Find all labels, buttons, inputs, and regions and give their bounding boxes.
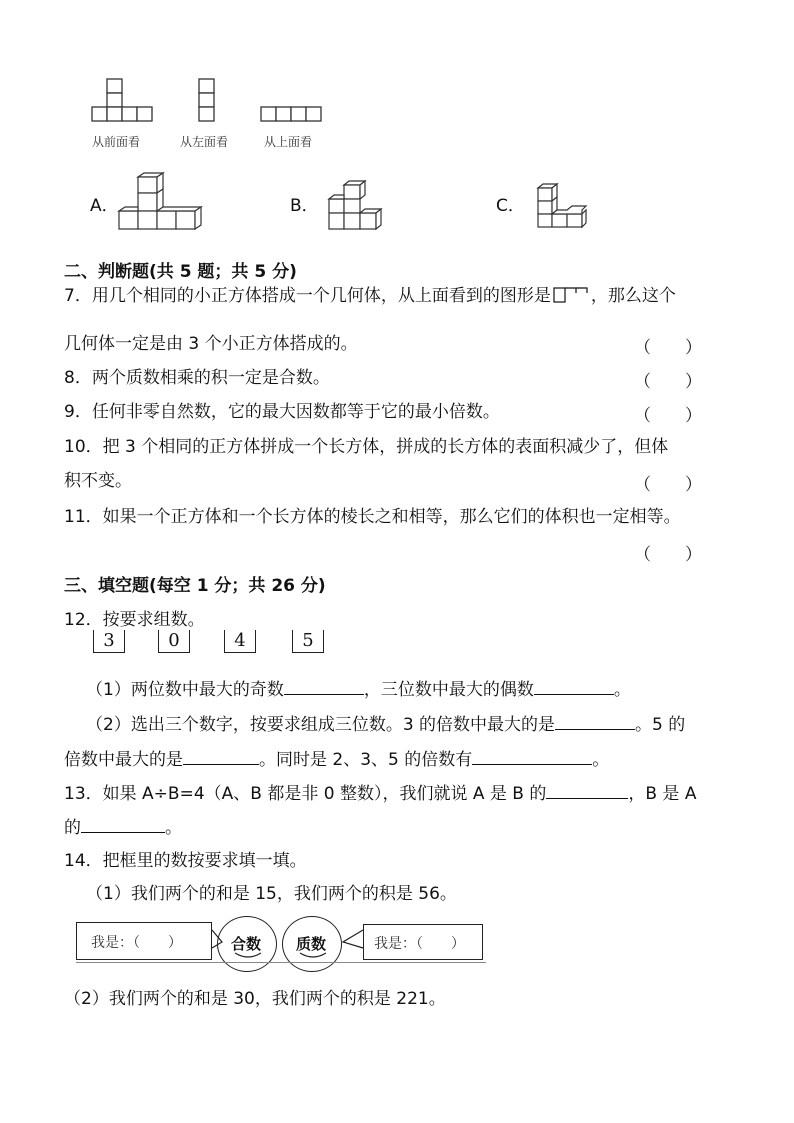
blank-b-of-a[interactable] [81, 816, 165, 833]
q13-text-b: ，B 是 A [628, 784, 697, 804]
question-7-line1 [64, 285, 676, 307]
question-14-1: （1）我们两个的和是 15，我们两个的积是 56。 [86, 884, 457, 904]
digit-card-5 [292, 630, 324, 653]
q12-2-text-d: 。同时是 2、3、5 的倍数有 [259, 750, 473, 770]
left-view-label: 从左面看 [180, 135, 229, 149]
question-14-2: （2）我们两个的和是 30，我们两个的积是 221。 [64, 989, 446, 1009]
question-12-1 [86, 678, 631, 701]
section3-heading: 三、填空题(每空 1 分；共 26 分) [64, 576, 326, 596]
section2-heading: 二、判断题(共 5 题；共 5 分) [64, 262, 297, 282]
top-view-inline-figure [553, 285, 589, 305]
front-view-label: 从前面看 [92, 135, 141, 149]
option-b-figure [328, 181, 384, 233]
q13-text-a: 13．如果 A÷B=4（A、B 都是非 0 整数），我们就说 A 是 B 的 [64, 784, 547, 804]
blank-multiple-of-2-3-5[interactable] [472, 748, 592, 765]
blank-multiple-of-5[interactable] [183, 748, 259, 765]
q12-2-text-e: 。 [592, 750, 610, 770]
q12-2-text-b: 。5 的 [635, 715, 686, 735]
answer-paren-8[interactable]: （ ） [634, 372, 702, 392]
question-7-line2: 几何体一定是由 3 个小正方体搭成的。 [64, 334, 358, 354]
connector-right [341, 930, 365, 950]
option-b-label: B． [290, 196, 319, 216]
option-c-label: C． [496, 196, 525, 216]
q13-text-c: 的 [64, 818, 81, 838]
q7-text-a: 7．用几个相同的小正方体搭成一个几何体，从上面看到的图形是 [64, 286, 551, 306]
figure-baseline [76, 962, 486, 963]
prime-number-circle [282, 916, 342, 972]
option-a-figure [118, 173, 200, 233]
top-view-figure [260, 107, 324, 125]
question-13-line2 [64, 816, 182, 839]
top-view-label: 从上面看 [264, 135, 313, 149]
smile-mark [299, 952, 327, 960]
q12-1-text-b: ，三位数中最大的偶数 [363, 680, 534, 700]
blank-largest-odd[interactable] [284, 678, 364, 695]
question-8: 8．两个质数相乘的积一定是合数。 [64, 368, 330, 388]
question-12-2-line1 [86, 713, 685, 736]
blank-largest-even[interactable] [534, 678, 614, 695]
digit-card-value: 5 [302, 630, 314, 651]
prime-number-label: 质数 [296, 935, 327, 953]
answer-paren-9[interactable]: （ ） [634, 406, 702, 426]
q12-2-text-a: （2）选出三个数字，按要求组成三位数。3 的倍数中最大的是 [86, 715, 556, 735]
option-c-figure [536, 184, 590, 230]
q12-2-text-c: 倍数中最大的是 [64, 750, 183, 770]
answer-box-right-text: 我是：（ ） [374, 936, 465, 952]
blank-multiple-of-3[interactable] [555, 713, 635, 730]
answer-paren-10[interactable]: （ ） [634, 475, 702, 495]
question-13-line1 [64, 782, 696, 805]
composite-number-circle [217, 916, 277, 972]
question-14: 14．把框里的数按要求填一填。 [64, 851, 307, 871]
digit-card-3 [93, 630, 125, 653]
option-a-label: A． [90, 196, 119, 216]
digit-card-value: 0 [168, 630, 180, 651]
answer-box-left[interactable] [76, 922, 212, 960]
question-10-line1: 10．把 3 个相同的正方体拼成一个长方体，拼成的长方体的表面积减少了，但体 [64, 437, 669, 457]
digit-card-value: 4 [234, 630, 246, 651]
answer-box-right[interactable] [363, 924, 483, 960]
q12-1-text-c: 。 [613, 680, 631, 700]
answer-paren-7[interactable]: （ ） [634, 338, 702, 358]
question-12-2-line2 [64, 748, 609, 771]
digit-card-0 [158, 630, 190, 653]
question-10-line2: 积不变。 [64, 471, 132, 491]
front-view-figure [91, 79, 155, 125]
question-11: 11．如果一个正方体和一个长方体的棱长之和相等，那么它们的体积也一定相等。 [64, 507, 681, 527]
question-12: 12．按要求组数。 [64, 610, 205, 630]
q7-text-b: ，那么这个 [590, 286, 676, 306]
digit-card-value: 3 [103, 630, 115, 651]
left-view-figure [198, 79, 218, 125]
blank-a-of-b[interactable] [546, 782, 628, 799]
composite-number-label: 合数 [231, 935, 262, 953]
smile-mark [234, 952, 262, 960]
digit-card-4 [224, 630, 256, 653]
question-9: 9．任何非零自然数，它的最大因数都等于它的最小倍数。 [64, 402, 500, 422]
answer-box-left-text: 我是：（ ） [91, 935, 182, 951]
q12-1-text-a: （1）两位数中最大的奇数 [86, 680, 284, 700]
q13-text-d: 。 [165, 818, 182, 838]
answer-paren-11[interactable]: （ ） [634, 545, 702, 565]
